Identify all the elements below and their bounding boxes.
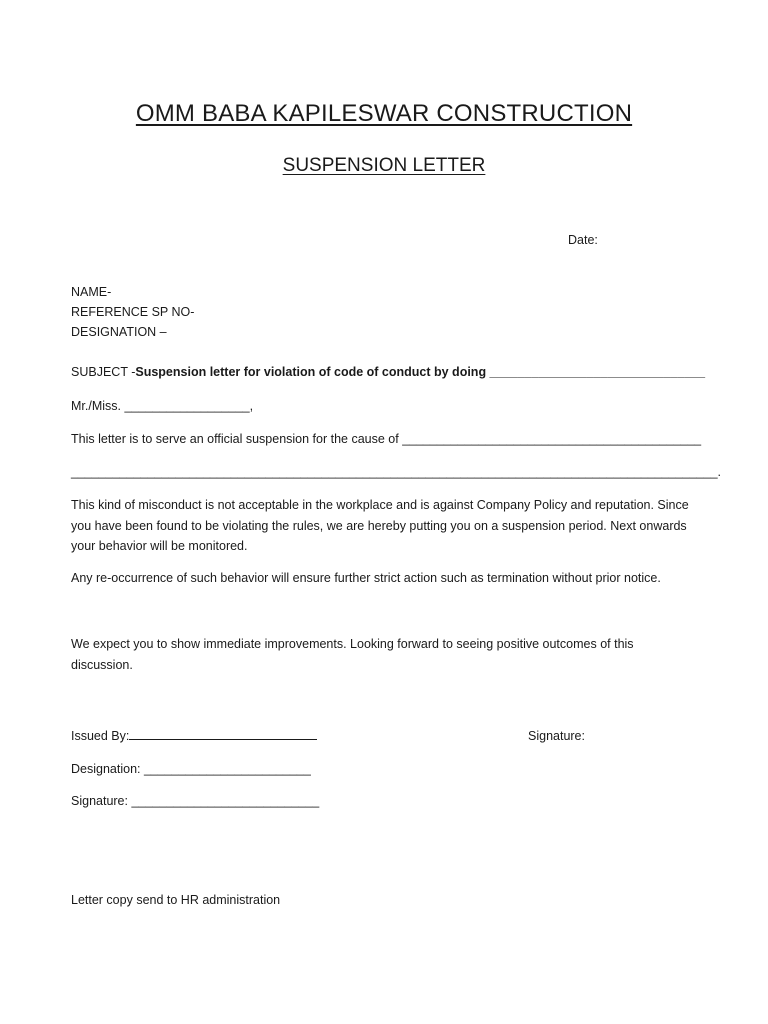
reference-label: REFERENCE SP NO- — [71, 305, 195, 319]
name-label: NAME- — [71, 285, 112, 299]
salutation: Mr./Miss. __________________, — [71, 399, 254, 413]
letter-title: SUSPENSION LETTER — [282, 155, 486, 176]
signature-right-label: Signature: — [528, 729, 585, 743]
misconduct-paragraph: This kind of misconduct is not acceptable in the workplace and is against Company Policy and reputation. Since you have been found to be violating the rules, we are hereby putting you on a suspension period. Next onwards your behavior will be monitored. — [71, 498, 689, 553]
subject-prefix: SUBJECT - — [71, 365, 136, 379]
company-name: OMM BABA KAPILESWAR CONSTRUCTION — [135, 100, 633, 127]
reoccurrence-paragraph: Any re-occurrence of such behavior will ensure further strict action such as termination without prior notice. — [71, 571, 661, 585]
footer-note: Letter copy send to HR administration — [71, 893, 281, 907]
cause-line-2: _____________________________________________________________________________________________. — [71, 465, 721, 479]
signature-line: Signature: ___________________________ — [71, 794, 320, 808]
subject-text: Suspension letter for violation of code of conduct by doing _______________________________ — [135, 365, 706, 379]
expectation-paragraph: We expect you to show immediate improvements. Looking forward to seeing positive outcomes of this discussion. — [71, 637, 634, 672]
date-label: Date: — [568, 233, 598, 247]
designation-label: DESIGNATION – — [71, 325, 167, 339]
designation-line: Designation: ________________________ — [71, 762, 311, 776]
issued-by-line — [129, 727, 317, 740]
cause-line-1: This letter is to serve an official suspension for the cause of ___________________________________________ — [71, 432, 702, 446]
subject-line — [71, 362, 705, 382]
issued-by-row — [71, 726, 317, 746]
issued-by-label: Issued By: — [71, 729, 130, 743]
